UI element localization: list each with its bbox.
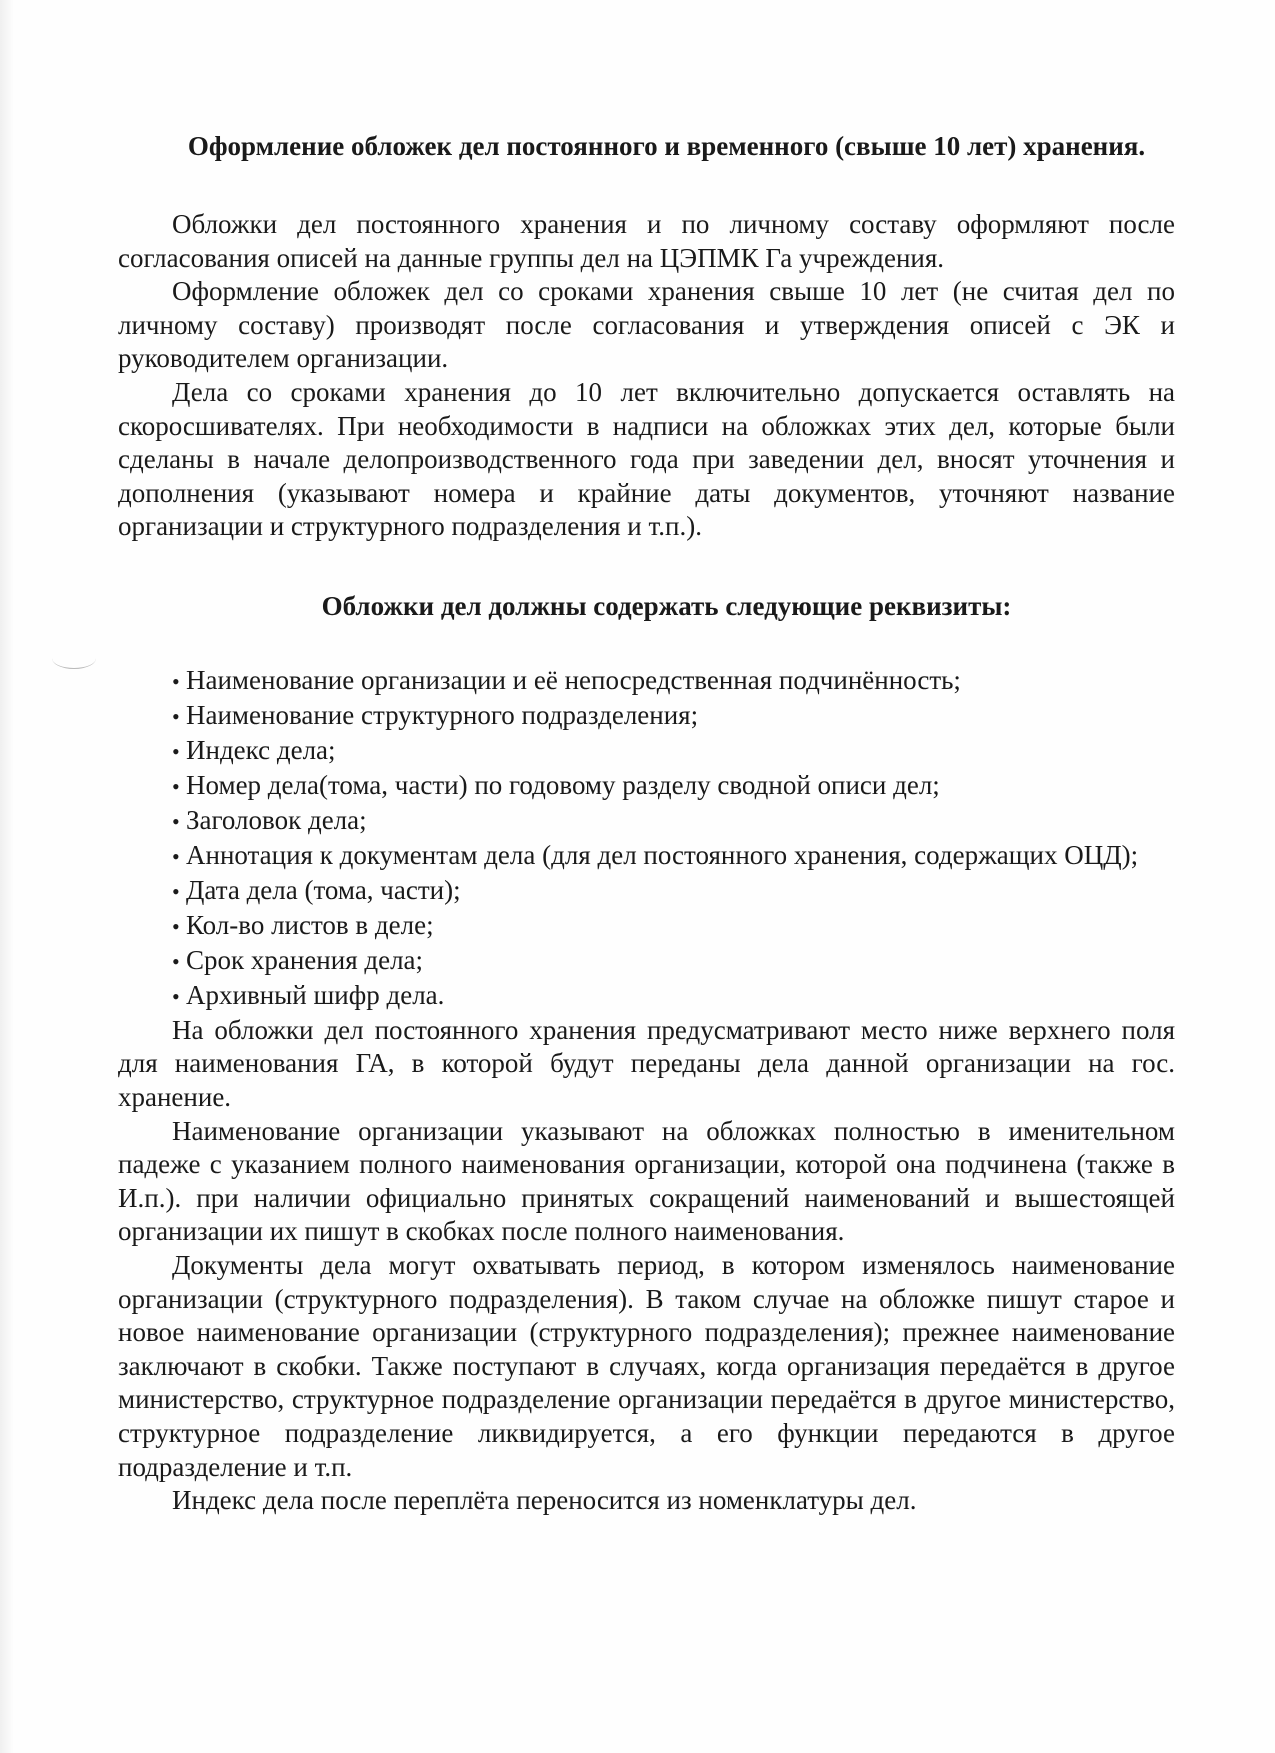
- list-item: [118, 979, 1175, 1014]
- list-item-text: Кол-во листов в деле;: [186, 909, 434, 940]
- bullet-icon: •: [172, 948, 180, 974]
- bullet-icon: •: [172, 668, 180, 694]
- closing-paragraph: Документы дела могут охватывать период, в котором изменялось наименование организации (структурного подразделения). В таком случае на обложке пишут старое и новое наименование организации (структурного подразделения); прежнее наименование заключают в скобки. Также поступают в случаях, когда организация передаётся в другое министерство, структурное подразделение организации передаётся в другое министерство, структурное подразделение ликвидируется, а его функции передаются в другое подразделение и т.п.: [118, 1249, 1175, 1482]
- list-item: [118, 804, 1175, 839]
- document-title: Оформление обложек дел постоянного и временного (свыше 10 лет) хранения.: [187, 131, 1146, 161]
- list-item: [118, 769, 1175, 804]
- closing-paragraph: Индекс дела после переплёта переносится из номенклатуры дел.: [172, 1485, 917, 1516]
- list-item: [118, 874, 1175, 909]
- closing-paragraph: На обложки дел постоянного хранения предусматривают место ниже верхнего поля для наименования ГА, в которой будут переданы дела данной организации на гос. хранение.: [118, 1014, 1175, 1112]
- bullet-icon: •: [172, 738, 180, 764]
- punch-hole-mark: [52, 648, 96, 669]
- intro-paragraph: Дела со сроками хранения до 10 лет включительно допускается оставлять на скоросшивателях. При необходимости в надписи на обложках этих дел, которые были сделаны в начале делопроизводственного года при заведении дел, вносят уточнения и дополнения (указывают номера и крайние даты документов, уточняют название организации и структурного подразделения и т.п.).: [118, 376, 1175, 542]
- bullet-icon: •: [172, 878, 180, 904]
- list-item-text: Аннотация к документам дела (для дел постоянного хранения, содержащих ОЦД);: [186, 839, 1139, 870]
- list-item: [118, 664, 1175, 699]
- list-item-text: Заголовок дела;: [186, 804, 367, 835]
- intro-paragraph: Обложки дел постоянного хранения и по личному составу оформляют после согласования описей на данные группы дел на ЦЭПМК Га учреждения.: [118, 209, 1175, 273]
- bullet-icon: •: [172, 983, 180, 1009]
- intro-paragraph: Оформление обложек дел со сроками хранения свыше 10 лет (не считая дел по личному составу) производят после согласования и утверждения описей с ЭК и руководителем организации.: [118, 276, 1175, 374]
- bullet-icon: •: [172, 808, 180, 834]
- list-item-text: Архивный шифр дела.: [186, 979, 445, 1010]
- scan-edge-shadow: [0, 0, 14, 1753]
- list-item: [118, 699, 1175, 734]
- list-item: [118, 909, 1175, 944]
- requisites-list: [118, 664, 1175, 1014]
- list-item-text: Индекс дела;: [186, 734, 336, 765]
- list-item: [118, 839, 1175, 874]
- bullet-icon: •: [172, 843, 180, 869]
- list-item-text: Наименование организации и её непосредственная подчинённость;: [186, 664, 961, 695]
- closing-section: [118, 1014, 1175, 1518]
- bullet-icon: •: [172, 773, 180, 799]
- list-item: [118, 944, 1175, 979]
- requisites-heading: Обложки дел должны содержать следующие реквизиты:: [321, 590, 1012, 621]
- list-item-text: Номер дела(тома, части) по годовому разделу сводной описи дел;: [186, 769, 940, 800]
- list-item: [118, 734, 1175, 769]
- bullet-icon: •: [172, 703, 180, 729]
- intro-section: [118, 208, 1175, 544]
- document-body: [118, 128, 1175, 1518]
- bullet-icon: •: [172, 913, 180, 939]
- list-item-text: Наименование структурного подразделения;: [186, 699, 699, 730]
- closing-paragraph: Наименование организации указывают на обложках полностью в именительном падеже с указанием полного наименования организации, которой она подчинена (также в И.п.). при наличии официально принятых сокращений наименований и вышестоящей организации их пишут в скобках после полного наименования.: [118, 1115, 1175, 1247]
- list-item-text: Срок хранения дела;: [186, 944, 424, 975]
- list-item-text: Дата дела (тома, части);: [186, 874, 461, 905]
